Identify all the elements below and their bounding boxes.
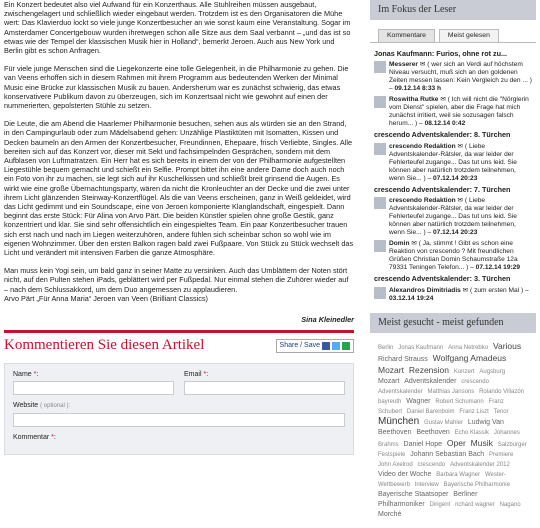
tag-link[interactable]: Franz Liszt	[459, 408, 489, 415]
search-title: Meist gesucht - meist gefunden	[370, 313, 536, 333]
comments-title: Kommentieren Sie diesen Artikel	[4, 337, 205, 354]
tab-kommentare[interactable]: Kommentare	[378, 29, 435, 42]
tag-link[interactable]: Johannes Brahms	[378, 429, 520, 448]
tag-link[interactable]: Tenor	[493, 408, 509, 415]
email-field[interactable]	[184, 381, 345, 395]
tag-link[interactable]: crescendo Adventskalender	[378, 378, 489, 395]
avatar	[374, 240, 386, 252]
tag-link[interactable]: Matthias Jansons	[427, 388, 475, 395]
tag-link[interactable]: Echo Klassik	[454, 429, 490, 436]
email-label: Email *:	[184, 370, 209, 378]
tag-link[interactable]: Wolfgang Amadeus Mozart	[378, 352, 507, 375]
comment-bubble-icon: ✉	[419, 61, 426, 69]
list-item: Alexandros Dimitriadis ✉ ( zum ersten Mal ) – 03.12.14 19:24	[374, 287, 532, 303]
article-author: Sina Kleinedler	[301, 315, 354, 325]
tag-link[interactable]: Salzburger Festspiele	[378, 441, 527, 458]
sidebar-tabs	[370, 20, 536, 43]
comment-bubble-icon: ✉	[440, 96, 446, 104]
tag-link[interactable]: Konzert	[453, 368, 475, 375]
thread-title[interactable]: crescendo Adventskalender: 7. Türchen	[374, 184, 511, 194]
tag-link[interactable]: Jonas Kaufmann	[398, 344, 444, 351]
tag-link[interactable]: Robert Schumann	[435, 398, 484, 405]
tag-link[interactable]: Berlin	[378, 344, 394, 351]
comment-label: Kommentar *:	[13, 433, 56, 441]
comment-thread	[370, 43, 536, 303]
tag-cloud	[370, 333, 536, 528]
tag-link[interactable]: crescendo	[417, 461, 446, 468]
comment-bubble-icon: ✉	[457, 142, 464, 150]
avatar	[374, 287, 386, 299]
tag-link[interactable]: richard wagner	[455, 501, 495, 508]
sidebar	[370, 0, 536, 528]
tag-link[interactable]: Bayerische Staatsoper	[378, 490, 449, 498]
section-divider	[4, 330, 354, 333]
comments-header	[4, 339, 354, 352]
tag-link[interactable]: Adventskalender 2012	[450, 461, 510, 468]
facebook-icon	[322, 342, 330, 350]
article-paragraph: Ein Konzert bedeutet also viel Aufwand für ein Konzerthaus. Alle Stuhlreihen müssen ausgebaut, zwischengelagert und schließlich wieder eingebaut werden. Trotzdem ist es den Organisatoren die Mühe wert: Das Klavierduo lockt so viele junge Konzertbesucher an wie sonst kaum eine Veranstaltung. Sogar im Amsterdamer Concertgebouw wurden ihretwegen schon alle Sitze aus dem Saal verbannt – „und das ist so etwas wie der Tempel der klassischen Musik hier in Holland“, bemerkt Jeroen. Auch aus New York und Berlin gibt es schon Anfragen.	[4, 0, 351, 56]
tag-link[interactable]: Video der Woche	[378, 470, 432, 478]
name-label: Name *:	[13, 370, 39, 378]
thread-title[interactable]: crescendo Adventskalender: 3. Türchen	[374, 274, 511, 284]
tag-link[interactable]: Berliner Philharmoniker	[378, 490, 478, 508]
name-field[interactable]	[13, 381, 174, 395]
tag-link[interactable]: Adventskalender	[404, 377, 457, 385]
tag-link[interactable]: Franz Schubert	[378, 398, 504, 415]
tag-link[interactable]: Wester-Wettbewerb	[378, 471, 506, 488]
article-paragraph: Für viele junge Menschen sind die Liegekonzerte eine tolle Gelegenheit, in die Philharmonie zu gehen. Die van Veens erhoffen sich in diesem Rahmen mit ihrem Programm aus bedeutenden Werken der Minimal Music eine Brücke zur klassischen Musik zu bauen. Andersherum war es zunächst schwierig, das etwas konservativere Publikum davon zu überzeugen, sich im Konzertsaal nicht wie gewohnt auf einen der nummerierten, gepolsterten Stühle zu setzen.	[4, 64, 349, 111]
tag-link[interactable]: Musik	[470, 437, 493, 448]
list-item: Roswitha Rutke ✉ ( Ich will nicht die "Nörglerin vom Dienst" spielen, aber die Frage hat mich zunächst irritiert, weil sie sozusagen falsch herum... ) – 08.12.14 0:42	[374, 96, 532, 128]
comment-bubble-icon: ✉	[411, 240, 417, 248]
tag-link[interactable]: Johann Sebastian Bach	[410, 450, 485, 458]
avatar	[374, 197, 386, 209]
list-item: crescendo Redaktion ✉ ( Liebe Adventskalender-Rätsler, da war leider der Fehlerteufel zugange... Das tut uns leid. Sie können aber natürlich trotzdem teilnehmen, wenn Sie... ) – 07.12.14 20:23	[374, 143, 532, 183]
tag-link[interactable]: bayreuth	[378, 398, 402, 405]
tag-link[interactable]: Anna Netrebko	[448, 344, 489, 351]
tag-link[interactable]: Mozart	[378, 377, 400, 385]
tag-link[interactable]: Daniel Hope	[403, 440, 443, 448]
website-label: Website ( optional ):	[13, 401, 71, 409]
share-plus-icon	[342, 342, 350, 350]
tag-link[interactable]: München	[378, 415, 420, 427]
tag-link[interactable]: Ludwig Van Beethoven	[378, 418, 504, 436]
tag-link[interactable]: Gustav Mahler	[423, 419, 463, 426]
tag-link[interactable]: Rolando Villazón	[479, 388, 525, 395]
list-item: Messerer ✉ ( wer sich an Verdi auf höchstem Niveau versucht, muß sich an den goldenen Zeiten messen lassen: Kein Vergleich zu den ... ) – 09.12.14 8:33 h	[374, 61, 532, 93]
article	[4, 0, 354, 455]
tag-link[interactable]: Oper	[446, 437, 466, 448]
list-item: Domin ✉ ( Ja, stimmt ! Gibt es schon eine Reaktion von crescendo ? Mit freundlichen Grüßen Christian Domin Schaumstraße 12a 79331 Teningen Telefon... ) – 07.12.14 19:29	[374, 240, 532, 272]
tag-link[interactable]: Daniel Barenboim	[406, 408, 455, 415]
tag-link[interactable]: Rezension	[408, 364, 449, 375]
tag-link[interactable]: Bayerische Philharmonie	[443, 481, 510, 488]
share-label: Share / Save	[279, 342, 320, 350]
tab-meist-gelesen[interactable]: Meist gelesen	[439, 29, 499, 42]
tag-link[interactable]: Nagano	[499, 501, 521, 508]
thread-title[interactable]: Jonas Kaufmann: Furios, ohne rot zu...	[374, 49, 507, 58]
tag-link[interactable]: Morché	[378, 510, 402, 518]
tag-link[interactable]: Premiere	[489, 451, 514, 458]
tag-link[interactable]: Interview	[414, 481, 439, 488]
avatar	[374, 61, 386, 73]
tag-link[interactable]: Augsburg	[479, 368, 506, 375]
thread-title[interactable]: crescendo Adventskalender: 8. Türchen	[374, 130, 511, 140]
twitter-icon	[332, 342, 340, 350]
comment-form	[4, 363, 354, 456]
tag-link[interactable]: John Axelrod	[378, 461, 413, 468]
tag-link[interactable]: Beethoven	[416, 428, 450, 436]
tag-link[interactable]: Richard Strauss	[378, 355, 428, 363]
media-caption: Arvo Pärt „Für Anna Maria“ Jeroen van Veen (Brilliant Classics)	[4, 293, 208, 303]
article-paragraph: Man muss kein Yogi sein, um bald ganz in seiner Matte zu versinken. Auch das Umblättern der Noten stört nicht, auf den Pulten stehen iPads, geblättert wird per Fußpedal. Nur einmal stehen die Zuhörer wieder auf – nach dem Schlussakkord, um dem Duo angemessen zu applaudieren.	[4, 266, 349, 294]
tag-link[interactable]: Various	[492, 340, 522, 351]
website-field[interactable]	[13, 413, 345, 427]
tag-link[interactable]: Dirigent	[429, 501, 451, 508]
avatar	[374, 143, 386, 155]
avatar	[374, 96, 386, 108]
share-save-button[interactable]	[276, 339, 354, 352]
tag-link[interactable]: Barbara Wagner	[436, 471, 481, 478]
article-paragraph: Die Leute, die am Abend die Haarlemer Philharmonie besuchen, sehen aus als würden sie an den Strand, in den Campingurlaub oder zum Mädelsabend gehen: Unzählige Plastiktüten mit Isomatten, Kissen und Decken baumeln an den Armen der Konzertbesucher, Freundinnen, Ehepaare, frisch Verliebte, Singles. Alle bereiten sich auf das Konzert vor, dieser mit Sekt und fachsimpelnden Gesprächen, sondern mit dem Aufblasen von Luftmatratzen. Ein Herr hat es sich bereits in einem der von der Philharmonie aufgestellten Liegestühle bequem gemacht und schießt ein Selfie. Prompt bittet ihn eine andere Dame doch auch noch ein Foto von ihr zu machen, sie legt sich auf ihr Kuschelkissen und schließt breit grinsend die Augen. Es wirkt wie eine große Übernachtungsparty, wären da nicht die Kronleuchter an der Decke und die zwei unter ihrem Licht glänzenden Steinway-Konzertflügel. Als die van Veens erscheinen, ganz in Weiß gekleidet, wird das Licht gedimmt und ein Soundscape, eine von Jeroen komponierte Klanglandschaft, eingespielt. Dann beginnt das erste Stück: Für Alina von Arvo Pärt. Die beiden Künstler spielen ohne große Gestik, ganz konzentriert und klar. Sie sind sehr offensichtlich ein eingespieltes Team. Ein paar Konzertbesucher trauen sich erst nach und nach im Liegen weiterzuhören, andere fühlen sich scheinbar schon so wohl wie im eigenen Wohnzimmer. Über den ersten Balkon ragen bald zwei Fußpaare. Von Stück zu Stück wechselt das Licht und verändert mit intensiven Farben die ganze Atmosphäre.	[4, 119, 354, 258]
comment-bubble-icon: ✉	[457, 197, 464, 205]
focus-title: Im Fokus der Leser	[370, 0, 536, 20]
list-item: crescendo Redaktion ✉ ( Liebe Adventskalender-Rätsler, da war leider der Fehlerteufel zugange... Das tut uns leid. Sie können aber natürlich trotzdem teilnehmen, wenn Sie... ) – 07.12.14 20:23	[374, 197, 532, 237]
comment-bubble-icon: ✉	[462, 286, 469, 294]
tag-link[interactable]: Wagner	[406, 397, 431, 405]
